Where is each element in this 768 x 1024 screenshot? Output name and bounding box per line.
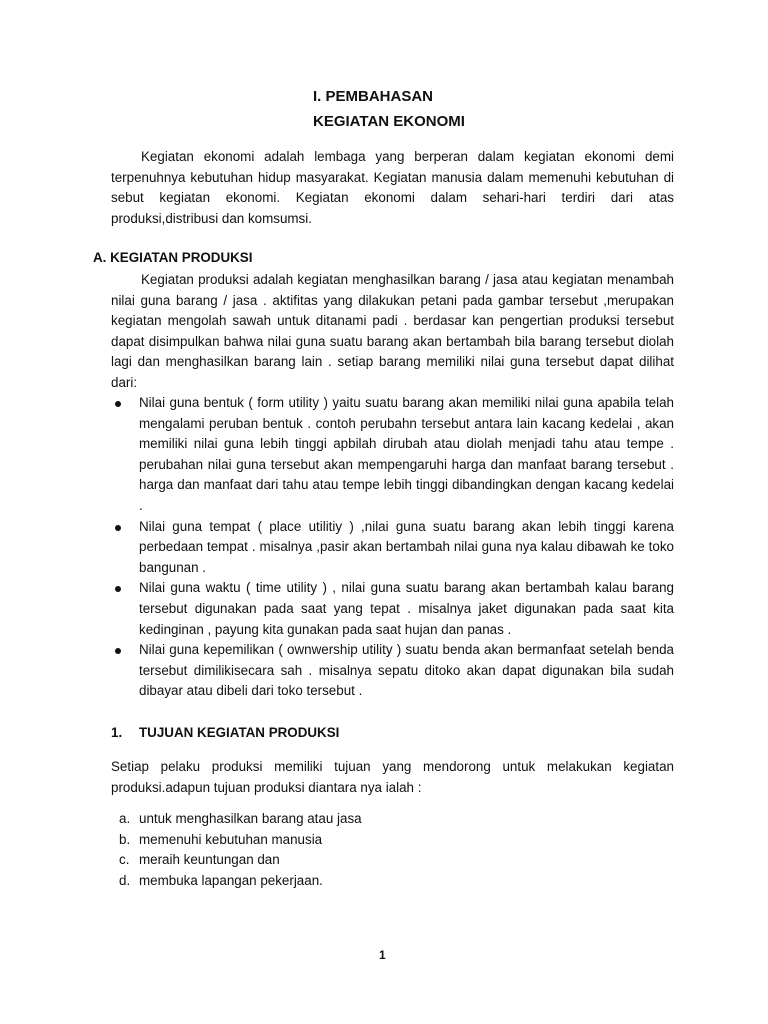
list-text: meraih keuntungan dan bbox=[139, 852, 280, 868]
bullet-icon bbox=[115, 525, 121, 531]
bullet-text: Nilai guna kepemilikan ( ownwership utility ) suatu benda akan bermanfaat setelah benda tersebut dimilikisecara sah . misalnya sepatu ditoko akan dapat digunakan bila sudah dibayar atau dibeli dari toko tersebut . bbox=[139, 642, 674, 699]
list-marker: d. bbox=[119, 872, 131, 888]
list-item bbox=[119, 809, 362, 830]
goal-list bbox=[119, 809, 362, 891]
utility-bullet-list bbox=[111, 393, 674, 702]
list-text: untuk menghasilkan barang atau jasa bbox=[139, 811, 362, 826]
subsection-number: 1. bbox=[111, 725, 123, 740]
bullet-text: Nilai guna bentuk ( form utility ) yaitu suatu barang akan memiliki nilai guna apabila telah mengalami peruban bentuk . contoh perubahn tersebut antara lain kacang kedelai , akan memiliki nilai guna lebih tinggi apbilah dirubah atau diolah menjadi tahu atau tempe . perubahan nilai guna tersebut akan mempengaruhi harga dan manfaat barang tersebut . harga dan manfaat dari tahu atau tempe lebih tinggi dibandingkan dengan kacang kedelai . bbox=[139, 395, 674, 513]
bullet-item bbox=[111, 640, 674, 702]
chapter-heading: I. PEMBAHASAN bbox=[313, 88, 434, 105]
page-number: 1 bbox=[379, 948, 386, 962]
intro-paragraph: Kegiatan ekonomi adalah lembaga yang berperan dalam kegiatan ekonomi demi terpenuhnya kebutuhan hidup masyarakat. Kegiatan manusia dalam memenuhi kebutuhan di sebut kegiatan ekonomi. Kegiatan ekonomi dalam sehari-hari terdiri dari atas produksi,distribusi dan komsumsi. bbox=[111, 149, 674, 226]
bullet-icon bbox=[115, 586, 121, 592]
bullet-text: Nilai guna waktu ( time utility ) , nilai guna suatu barang akan bertambah kalau barang tersebut digunakan pada saat yang tepat . misalnya jaket digunakan pada saat kita kedinginan , payung kita gunakan pada saat hujan dan panas . bbox=[139, 580, 674, 637]
bullet-icon bbox=[115, 401, 121, 407]
list-item bbox=[119, 830, 362, 851]
list-marker: c. bbox=[119, 852, 130, 868]
bullet-icon bbox=[115, 648, 121, 654]
chapter-subheading: KEGIATAN EKONOMI bbox=[313, 113, 465, 130]
list-text: memenuhi kebutuhan manusia bbox=[139, 831, 323, 847]
bullet-item bbox=[111, 578, 674, 640]
bullet-item bbox=[111, 517, 674, 579]
list-item bbox=[119, 850, 362, 871]
list-marker: b. bbox=[119, 831, 131, 847]
bullet-text: Nilai guna tempat ( place utilitiy ) ,nilai guna suatu barang akan lebih tinggi karena perbedaan tempat . misalnya ,pasir akan bertambah nilai guna nya kalau dibawah ke toko bangunan . bbox=[139, 518, 674, 575]
subsection-1-title bbox=[111, 725, 339, 740]
section-a-title: A. KEGIATAN PRODUKSI bbox=[93, 250, 253, 265]
bullet-item bbox=[111, 393, 674, 517]
list-item bbox=[119, 871, 362, 892]
list-marker: a. bbox=[119, 811, 131, 826]
subsection-1-paragraph: Setiap pelaku produksi memiliki tujuan yang mendorong untuk melakukan kegiatan produksi.adapun tujuan produksi diantara nya ialah : bbox=[111, 759, 674, 795]
section-a-paragraph: Kegiatan produksi adalah kegiatan menghasilkan barang / jasa atau kegiatan menambah nilai guna barang / jasa . aktifitas yang dilakukan petani pada gambar tersebut ,merupakan kegiatan mengolah sawah untuk ditanami padi . berdasar kan pengertian produksi tersebut dapat disimpulkan bahwa nilai guna suatu barang akan bertambah bila barang tersebut diolah lagi dan menghasilkan barang lain . setiap barang memiliki nilai guna tersebut dapat dilihat dari: bbox=[111, 272, 674, 390]
subsection-title-text: TUJUAN KEGIATAN PRODUKSI bbox=[139, 725, 340, 740]
list-text: membuka lapangan pekerjaan. bbox=[139, 872, 323, 888]
